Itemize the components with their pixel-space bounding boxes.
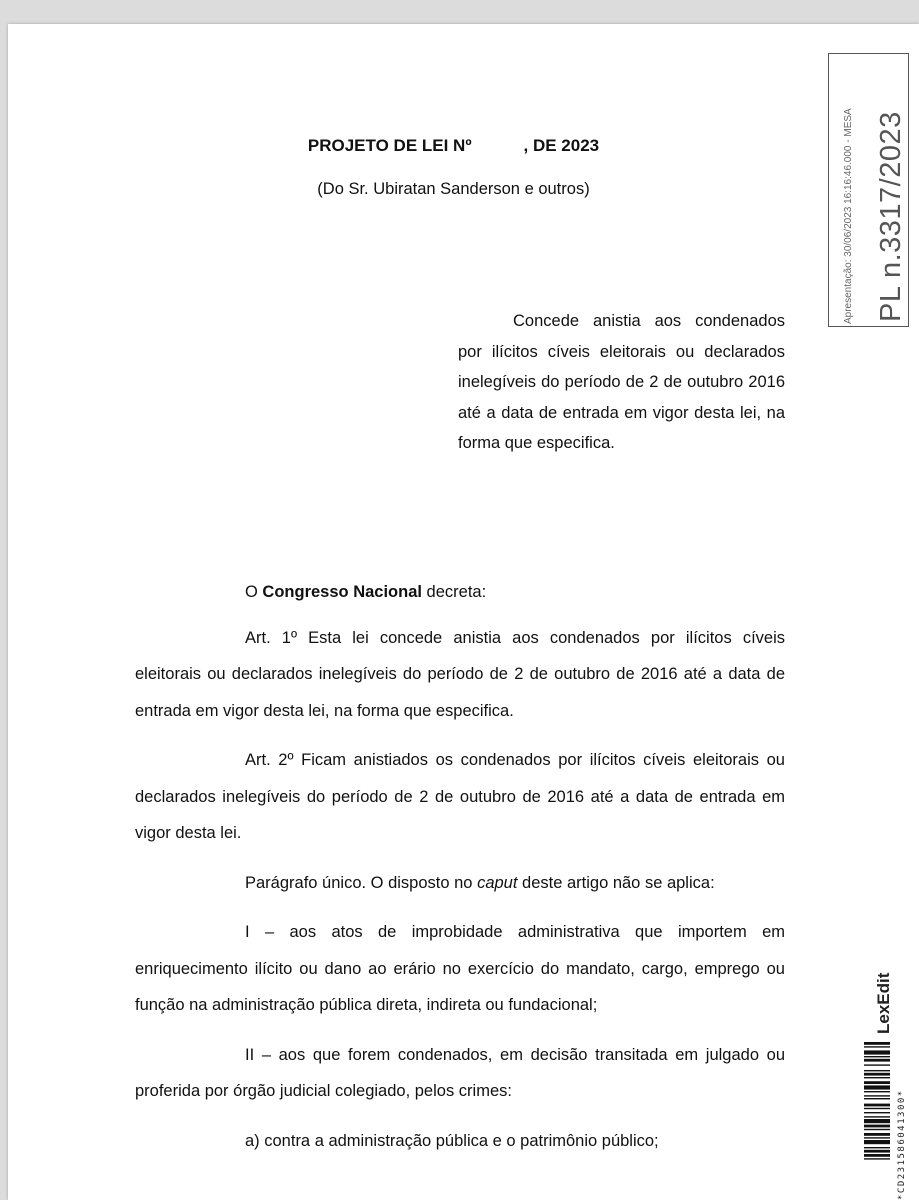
presentation-stamp <box>828 53 909 327</box>
sole-paragraph-suffix: deste artigo não se aplica: <box>517 873 715 892</box>
barcode-icon <box>864 1042 890 1200</box>
article-2: Art. 2º Ficam anistiados os condenados por ilícitos cíveis eleitorais ou declarados inelegíveis do período de 2 de outubro de 2016 até a data de entrada em vigor desta lei. <box>135 751 785 842</box>
enacting-clause <box>135 574 785 611</box>
enact-prefix: O <box>245 583 263 601</box>
enact-congress: Congresso Nacional <box>262 583 422 601</box>
article-1: Art. 1º Esta lei concede anistia aos condenados por ilícitos cíveis eleitorais ou declarados inelegíveis do período de 2 de outubro de 2016 até a data de entrada em vigor desta lei, na forma que especifica. <box>135 628 785 720</box>
bill-summary <box>458 306 785 459</box>
document-page <box>8 24 919 1200</box>
item-a: a) contra a administração pública e o patrimônio público; <box>245 1131 659 1150</box>
lexedit-logo: LexEdit <box>874 972 893 1034</box>
bill-body <box>135 574 785 1159</box>
enact-suffix: decreta: <box>421 583 487 601</box>
item-i: I – aos atos de improbidade administrativa que importem em enriquecimento ilícito ou dano ao erário no exercício do mandato, cargo, emprego ou função na administração pública direta, indireta ou fundacional; <box>135 923 785 1014</box>
bill-summary-text: Concede anistia aos condenados por ilícitos cíveis eleitorais ou declarados inelegíveis do período de 2 de outubro 2016 até a data de entrada em vigor desta lei, na forma que especifica. <box>458 312 785 453</box>
sole-paragraph-prefix: Parágrafo único. O disposto no <box>245 873 478 892</box>
barcode-code: *CD231586041300* <box>897 1089 907 1200</box>
presentation-date: Apresentação: 30/06/2023 16:16:46.000 - MESA <box>843 108 854 324</box>
sole-paragraph-caput: caput <box>477 873 518 892</box>
bill-authors: (Do Sr. Ubiratan Sanderson e outros) <box>317 180 590 198</box>
bill-number-stamp: PL n.3317/2023 <box>875 111 907 322</box>
sole-paragraph <box>135 865 785 902</box>
item-ii: II – aos que forem condenados, em decisão transitada em julgado ou proferida por órgão judicial colegiado, pelos crimes: <box>135 1045 785 1100</box>
bill-title: PROJETO DE LEI Nº , DE 2023 <box>307 136 600 155</box>
